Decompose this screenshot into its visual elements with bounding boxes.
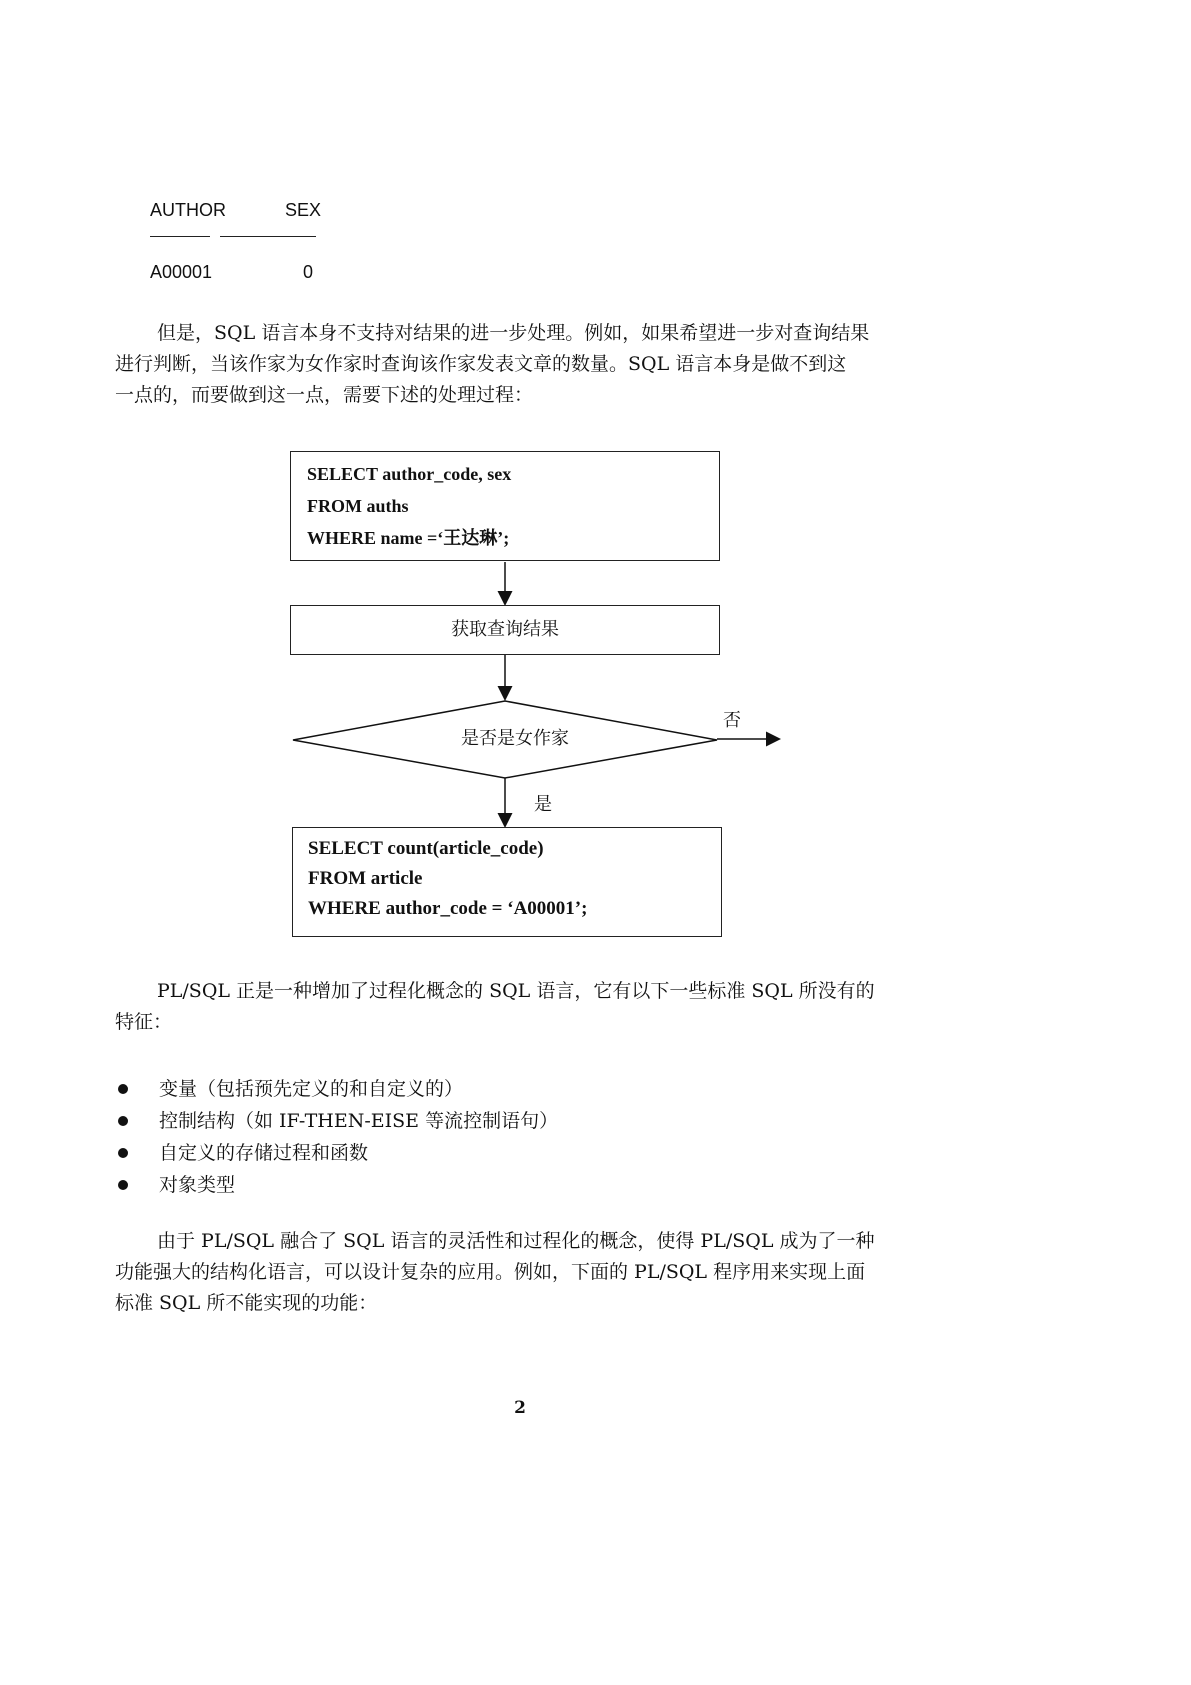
paragraph-line: PL/SQL 正是一种增加了过程化概念的 SQL 语言，它有以下一些标准 SQL 所没有的 [157, 980, 875, 1002]
feature-list [115, 1073, 915, 1201]
paragraph-line: 特征： [115, 1011, 173, 1033]
flow-box-select-auths [290, 451, 720, 561]
list-item [115, 1169, 915, 1201]
list-item-text: 对象类型 [159, 1174, 236, 1196]
bullet-icon [118, 1148, 128, 1158]
bullet-icon [118, 1180, 128, 1190]
list-item [115, 1073, 915, 1105]
paragraph-line: 进行判断，当该作家为女作家时查询该作家发表文章的数量。SQL 语言本身是做不到这 [115, 353, 847, 375]
list-item [115, 1137, 915, 1169]
page-number: 2 [514, 1398, 526, 1418]
code-line: WHERE author_code = ‘A00001’; [308, 898, 588, 919]
paragraph-line: 但是，SQL 语言本身不支持对结果的进一步处理。例如，如果希望进一步对查询结果 [157, 322, 870, 344]
bullet-icon [118, 1084, 128, 1094]
list-item-text: 变量（包括预先定义的和自定义的） [159, 1078, 464, 1100]
bullet-icon [118, 1116, 128, 1126]
paragraph-line: 功能强大的结构化语言，可以设计复杂的应用。例如，下面的 PL/SQL 程序用来实现上面 [115, 1261, 866, 1283]
list-item-text: 自定义的存储过程和函数 [159, 1142, 369, 1164]
branch-label-yes: 是 [534, 794, 552, 815]
code-line: FROM auths [307, 496, 409, 516]
code-line: FROM article [308, 868, 423, 889]
flow-box-count-articles [292, 827, 722, 937]
paragraph-plsql-features [115, 976, 921, 1038]
paragraph-plsql-summary [115, 1226, 921, 1319]
code-line: WHERE name =‘王达琳’; [307, 528, 510, 548]
flow-box-fetch-result: 获取查询结果 [290, 605, 720, 655]
cell-sex: 0 [303, 262, 314, 282]
paragraph-line: 一点的，而要做到这一点，需要下述的处理过程： [115, 384, 534, 406]
paragraph-line: 标准 SQL 所不能实现的功能： [115, 1292, 378, 1314]
branch-label-no: 否 [723, 710, 741, 731]
list-item [115, 1105, 915, 1137]
list-item-text: 控制结构（如 IF-THEN-EISE 等流控制语句） [159, 1110, 559, 1132]
code-line: SELECT author_code, sex [307, 464, 512, 484]
paragraph-line: 由于 PL/SQL 融合了 SQL 语言的灵活性和过程化的概念，使得 PL/SQL 成为了一种 [157, 1230, 875, 1252]
column-header-sex: SEX [285, 200, 322, 220]
decision-label: 是否是女作家 [461, 728, 569, 749]
column-header-author: AUTHOR [150, 200, 226, 220]
code-line: SELECT count(article_code) [308, 838, 544, 859]
cell-author: A00001 [150, 262, 213, 282]
